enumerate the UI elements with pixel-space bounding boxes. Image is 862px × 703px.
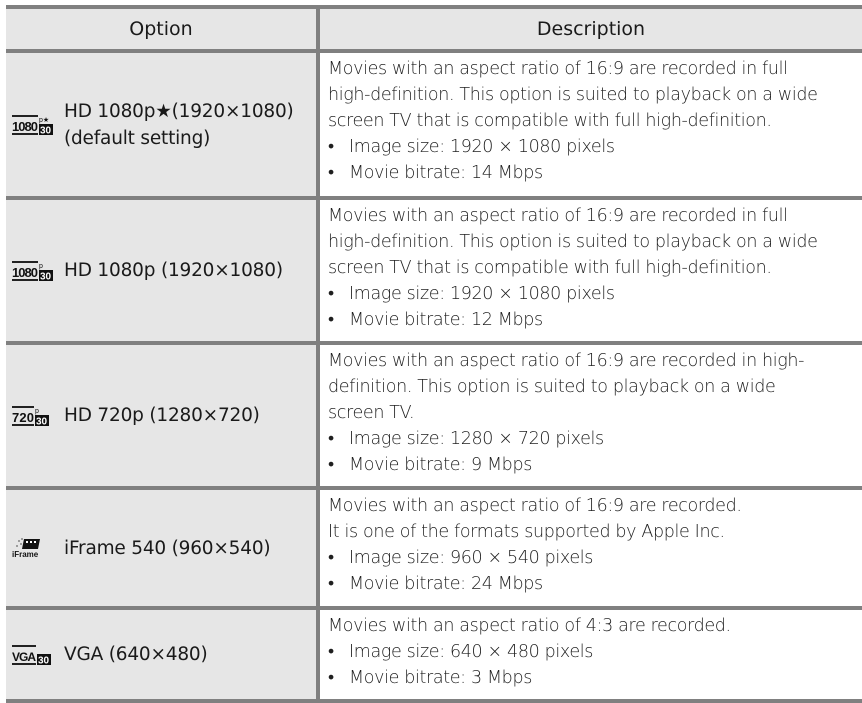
bullet-item: • Image size: 1920 × 1080 pixels: [328, 137, 615, 157]
option-cell: [6, 610, 316, 699]
table-row: [6, 490, 862, 610]
bullet-item: • Image size: 640 × 480 pixels: [328, 642, 594, 662]
option-label: iFrame 540 (960×540): [64, 537, 271, 559]
description-cell: Movies with an aspect ratio of 4:3 are recorded. • Image size: 640 × 480 pixels • Movie bitrate: 3 Mbps: [320, 610, 862, 699]
option-label: VGA (640×480): [64, 644, 208, 665]
bullet-item: • Movie bitrate: 24 Mbps: [328, 574, 543, 594]
bullet-item: • Movie bitrate: 9 Mbps: [328, 455, 532, 475]
table-row: [6, 345, 862, 490]
svg-text:30: 30: [40, 125, 52, 136]
svg-text:720: 720: [12, 409, 34, 425]
table-row: [6, 200, 862, 345]
svg-text:30: 30: [36, 416, 48, 427]
bullet-item: • Image size: 1280 × 720 pixels: [328, 429, 604, 449]
svg-text:1080: 1080: [12, 118, 38, 134]
option-cell: [6, 490, 316, 606]
svg-text:30: 30: [40, 271, 52, 282]
option-label: HD 1080p (1920×1080): [64, 260, 283, 281]
option-label: HD 720p (1280×720): [64, 405, 260, 426]
svg-text:1080: 1080: [12, 264, 38, 280]
option-cell: [6, 200, 316, 341]
svg-text:p: p: [35, 407, 39, 415]
bullet-item: • Movie bitrate: 12 Mbps: [328, 310, 543, 330]
option-cell: [6, 53, 316, 196]
option-cell: [6, 345, 316, 486]
bullet-item: • Movie bitrate: 14 Mbps: [328, 163, 543, 183]
1080p-30-star-icon: [12, 114, 64, 136]
table-row: [6, 610, 862, 703]
description-cell: Movies with an aspect ratio of 16:9 are recorded in full high-definition. This option is suited to playback on a wide screen TV that is compatible with full high-definition. • Image size: 1920 × 1080 pixels • Movie bitrate: 14 Mbps: [320, 53, 862, 196]
movie-options-table: [6, 5, 862, 703]
svg-text:VGA: VGA: [12, 649, 36, 664]
option-label: HD 1080p★(1920×1080) (default setting): [64, 100, 294, 149]
vga-30-icon: [12, 644, 64, 666]
bullet-item: • Image size: 960 × 540 pixels: [328, 548, 594, 568]
header-description: Description: [536, 18, 646, 40]
svg-text:p★: p★: [39, 116, 50, 124]
svg-text:iFrame: iFrame: [12, 550, 39, 559]
svg-text:p: p: [39, 262, 43, 270]
description-cell: Movies with an aspect ratio of 16:9 are recorded in high- definition. This option is suited to playback on a wide screen TV. • Image size: 1280 × 720 pixels • Movie bitrate: 9 Mbps: [320, 345, 862, 486]
table-header: [6, 5, 862, 53]
description-cell: Movies with an aspect ratio of 16:9 are recorded in full high-definition. This option is suited to playback on a wide screen TV that is compatible with full high-definition. • Image size: 1920 × 1080 pixels • Movie bitrate: 12 Mbps: [320, 200, 862, 341]
iframe-icon: [12, 537, 64, 559]
svg-text:30: 30: [38, 655, 50, 666]
table-row: [6, 53, 862, 200]
bullet-item: • Image size: 1920 × 1080 pixels: [328, 284, 615, 304]
720p-30-icon: [12, 405, 64, 427]
1080p-30-icon: [12, 260, 64, 282]
bullet-item: • Movie bitrate: 3 Mbps: [328, 668, 532, 688]
header-option: Option: [129, 18, 193, 40]
description-cell: Movies with an aspect ratio of 16:9 are recorded. It is one of the formats supported by Apple Inc. • Image size: 960 × 540 pixels • Movie bitrate: 24 Mbps: [320, 490, 862, 606]
